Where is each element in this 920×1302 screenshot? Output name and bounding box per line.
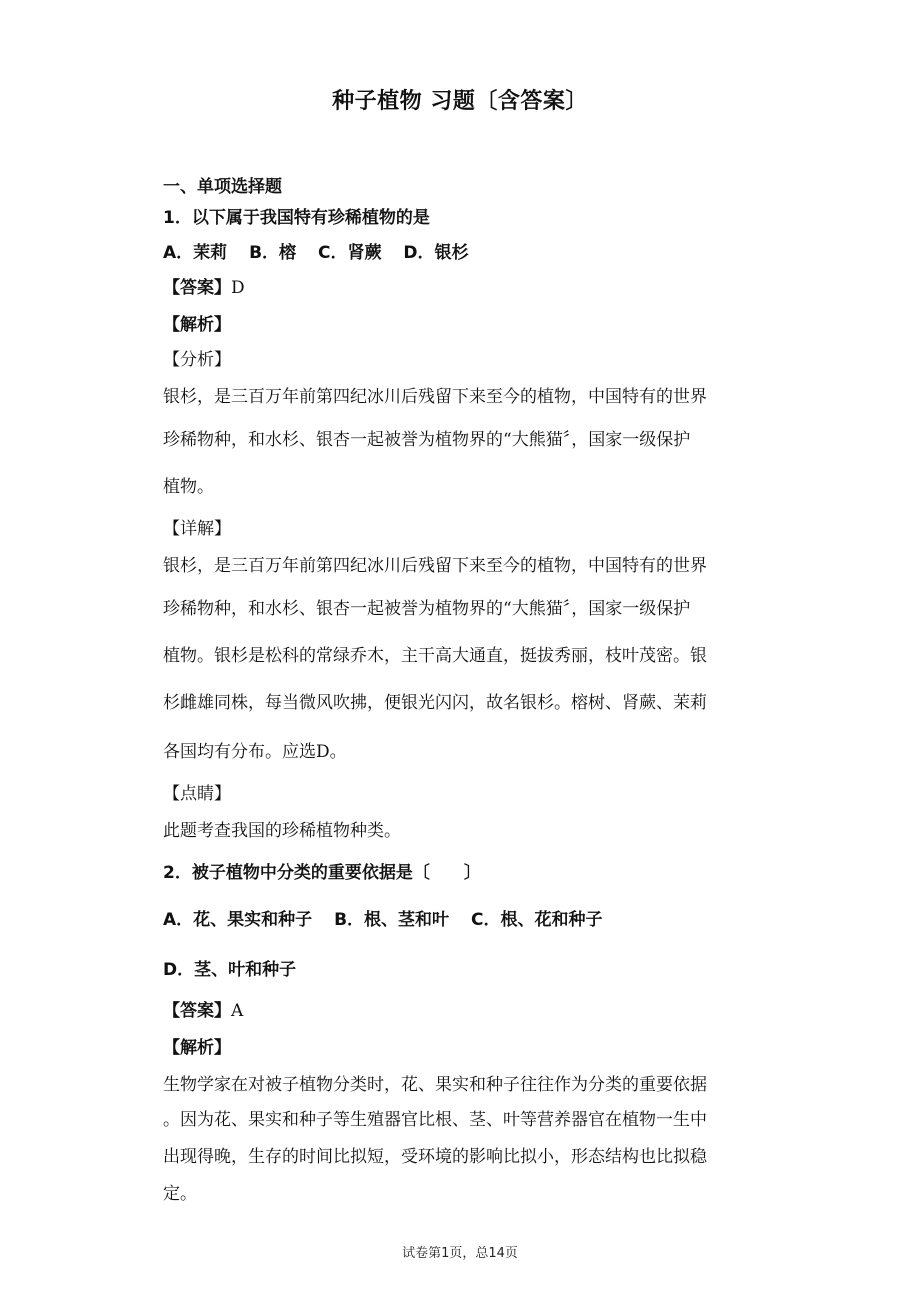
xiangjie-line: 杉雌雄同株，每当微风吹拂，便银光闪闪，故名银杉。榕树、肾蕨、茉莉 bbox=[163, 693, 707, 713]
option-b: B．榕 bbox=[249, 243, 297, 263]
xiangjie-line: 银杉，是三百万年前第四纪冰川后残留下来至今的植物，中国特有的世界 bbox=[163, 556, 707, 576]
option-a: A．花、果实和种子 bbox=[163, 910, 313, 930]
option-c: C．根、花和种子 bbox=[470, 910, 603, 930]
answer-value: A bbox=[231, 1001, 244, 1021]
fenxi-tag: 【分析】 bbox=[163, 350, 231, 370]
jiexi-line: 定。 bbox=[163, 1184, 197, 1204]
dianjing-tag: 【点睛】 bbox=[163, 784, 231, 804]
page-footer: 试卷第1页，总14页 bbox=[402, 1246, 518, 1261]
question-2-options-row-2 bbox=[163, 955, 763, 980]
xiangjie-line: 植物。银杉是松科的常绿乔木，主干高大通直，挺拔秀丽，枝叶茂密。银 bbox=[163, 646, 707, 666]
option-c: C．肾蕨 bbox=[317, 243, 382, 263]
question-1-options bbox=[163, 238, 763, 263]
answer-tag: 【答案】 bbox=[163, 278, 231, 298]
document-title: 种子植物 习题〔含答案〕 bbox=[332, 89, 588, 114]
question-2-stem: 2．被子植物中分类的重要依据是〔 〕 bbox=[163, 863, 481, 883]
jiexi-tag: 【解析】 bbox=[163, 1038, 231, 1058]
jiexi-tag: 【解析】 bbox=[163, 315, 231, 335]
option-d: D．银杉 bbox=[403, 243, 469, 263]
section-heading: 一、单项选择题 bbox=[163, 177, 282, 197]
fenxi-line: 植物。 bbox=[163, 477, 214, 497]
question-1-answer bbox=[163, 273, 763, 298]
xiangjie-tag: 【详解】 bbox=[163, 519, 231, 539]
fenxi-line: 银杉，是三百万年前第四纪冰川后残留下来至今的植物，中国特有的世界 bbox=[163, 387, 707, 407]
option-b: B．根、茎和叶 bbox=[334, 910, 450, 930]
xiangjie-line: 各国均有分布。应选D。 bbox=[163, 742, 347, 762]
xiangjie-line: 珍稀物种，和水杉、银杏一起被誉为植物界的“大熊猫〞，国家一级保护 bbox=[163, 599, 691, 619]
question-2-answer bbox=[163, 996, 763, 1021]
question-2-options-row-1 bbox=[163, 905, 763, 930]
answer-value: D bbox=[231, 278, 245, 298]
jiexi-line: 出现得晚，生存的时间比拟短，受环境的影响比拟小，形态结构也比拟稳 bbox=[163, 1147, 707, 1167]
option-a: A．茉莉 bbox=[163, 243, 228, 263]
fenxi-line: 珍稀物种，和水杉、银杏一起被誉为植物界的“大熊猫〞，国家一级保护 bbox=[163, 430, 691, 450]
jiexi-line: 生物学家在对被子植物分类时，花、果实和种子往往作为分类的重要依据 bbox=[163, 1075, 707, 1095]
option-d: D．茎、叶和种子 bbox=[163, 960, 297, 980]
question-1-stem: 1．以下属于我国特有珍稀植物的是 bbox=[163, 208, 430, 228]
answer-tag: 【答案】 bbox=[163, 1001, 231, 1021]
dianjing-line: 此题考查我国的珍稀植物种类。 bbox=[163, 821, 401, 841]
jiexi-line: 。因为花、果实和种子等生殖器官比根、茎、叶等营养器官在植物一生中 bbox=[163, 1110, 707, 1130]
